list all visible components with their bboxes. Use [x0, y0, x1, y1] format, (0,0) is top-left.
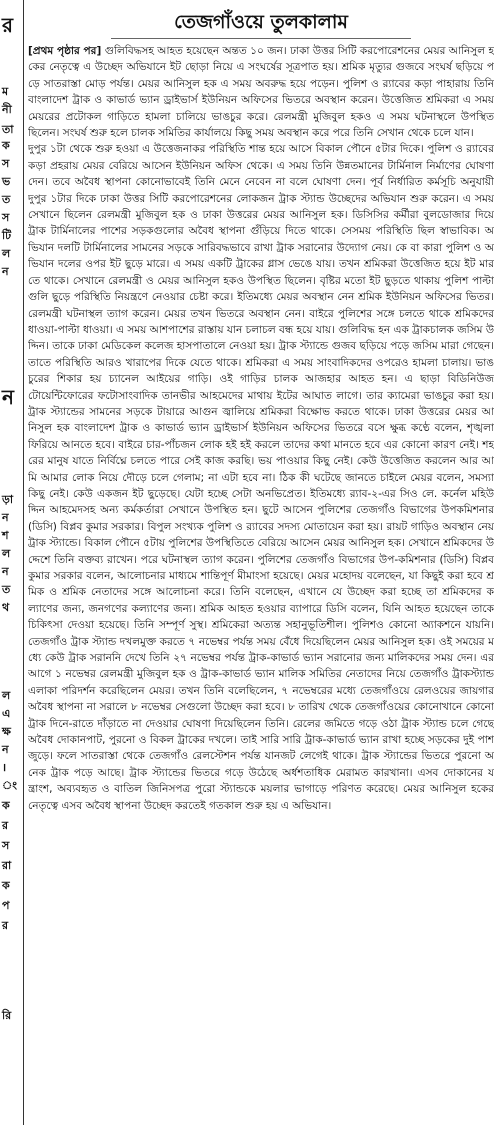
continuation-tag: [প্রথম পৃষ্ঠার পর]: [28, 45, 102, 57]
adjacent-column-glyph: ল: [2, 689, 11, 702]
adjacent-column-glyph: প: [2, 899, 10, 912]
adjacent-column-glyph: ।: [2, 761, 7, 774]
paragraph-text: দুপুর ১টা থেকে শুরু হওয়া এ উত্তেজনাকর পরিস্থিতি শান্ত হয়ে আসে বিকাল পৌনে ৫টার দিকে। পুলিশ ও র‌্যাবের কড়া প্রহরায় মেয়র বেরিয়ে আসেন ইউনিয়ন অফিস থেকে। এ সময় তিনি উন্নতমানের টার্মিনাল নির্মাণের ঘোষণা দেন। তবে অবৈধ স্থাপনা কোনোভাবেই তিনি মেনে নেবেন না বলে ঘোষণা দেন। পূর্ব নির্ধারিত কর্মসূচি অনুযায়ী দুপুর ১টার দিকে ঢাকা উত্তর সিটি করপোরেশনের লোকজন ট্রাক স্ট্যান্ড উচ্ছেদের অভিযান শুরু করেন। এ সময় সেখানে ছিলেন রেলমন্ত্রী মুজিবুল হক ও ঢাকা উত্তরের মেয়র আনিসুল হক। ডিসিসির কর্মীরা বুলডোজার দিয়ে ট্রাক টার্মিনালের পাশের সড়কগুলোর অবৈধ স্থাপনা গুঁড়িয়ে দিতে থাকে। সেসময় পরিস্থিতি ছিল স্বাভাবিক। অভিযান দলটি টার্মিনালের সামনের সড়কে সারিবদ্ধভাবে রাখা ট্রাক সরানোর উদ্যোগ নেয়। কে বা কারা পুলিশ ও অভিযান দলের ওপর ইট ছুড়ে মারে। এ সময় একটি ট্রাকের গ্লাস ভেঙে যায়। তখন শ্রমিকরা উত্তেজিত হয়ে ইট মারতে থাকে। সেখানে রেলমন্ত্রী ও মেয়র আনিসুল হকও উপস্থিত ছিলেন। বৃষ্টির মতো ইট ছুড়তে থাকায় পুলিশ পাল্টা গুলি ছুড়ে পরিস্থিতি নিয়ন্ত্রণে নেওয়ার চেষ্টা করে। ইতিমধ্যে মেয়র অবস্থান নেন শ্রমিক ইউনিয়ন অফিসের ভিতর। রেলমন্ত্রী ঘটনাস্থল ত্যাগ করেন। মেয়র তখন ভিতরে অবস্থান নেন। বাইরে পুলিশের সঙ্গে চলতে থাকে শ্রমিকদের ধাওয়া-পাল্টা ধাওয়া। এ সময় আশপাশের রাস্তায় যান চলাচল বন্ধ হয়ে যায়। গুলিবিদ্ধ হন এক ট্রাকচালক জসিম উদ্দিন। তাকে ঢাকা মেডিকেল কলেজ হাসপাতালে নেওয়া হয়। ট্রাক স্ট্যান্ডে গুজব ছড়িয়ে পড়ে জসিম মারা গেছেন। তাতে পরিস্থিতি আরও খারাপের দিকে যেতে থাকে। শ্রমিকরা এ সময় সাংবাদিকদের ওপরেও হামলা চালায়। ভাঙচুরের শিকার হয় চ্যানেল আইয়ের গাড়ি। ওই গাড়ির চালক আজহার আহত হন। এ ছাড়া বিডিনিউজ টোয়েন্টিফোরের ফটোসাংবাদিক তানভীর আহমেদের মাথায় ইটের আঘাত লাগে। তার ক্যামেরা ভাঙচুর করা হয়। ট্রাক স্ট্যান্ডের সামনের সড়কে টায়ারে আগুন জ্বালিয়ে শ্রমিকরা বিক্ষোভ করতে থাকে। ঢাকা উত্তরের মেয়র আনিসুল হক বাংলাদেশ ট্রাক ও কাভার্ড ভ্যান ড্রাইভার্স ইউনিয়ন অফিসের ভিতরে বসে ক্ষুব্ধ কণ্ঠে বলেন, শৃঙ্খলা ফিরিয়ে আনতে হবে। বাইরে চার-পাঁচজন লোক হই হই করলে তাদের কথা মানতে হবে এর কোনো কারণ নেই। শহরের মানুষ যাতে নির্বিঘ্নে চলতে পারে সেই কাজ করছি। ভয় পাওয়ার কিছু নেই। কেউ উত্তেজিত করলেন আর আমি আমার লোক নিয়ে দৌড়ে চলে গেলাম; না এটা হবে না। ঠিক কী ঘটেছে জানতে চাইলে মেয়র বলেন, সমস্যা কিছু নেই। কেউ একজন ইট ছুড়েছে। যেটা হচ্ছে সেটা অনভিপ্রেত। ইতিমধ্যে র‌্যাব-২-এর সিও লে. কর্নেল মহিউদ্দিন আহমেদসহ অন্য কর্মকর্তারা সেখানে উপস্থিত হন। ছুটে আসেন পুলিশের তেজগাঁও বিভাগের উপকমিশনার (ডিসি) বিপ্লব কুমার সরকার। বিপুল সংখ্যক পুলিশ ও র‌্যাবের সদস্য মোতায়েন করা হয়। রায়ট গাড়িও অবস্থান নেয় ট্রাক স্ট্যান্ডে। বিকাল পৌনে ৫টায় পুলিশের উপস্থিতিতে বেরিয়ে আসেন মেয়র আনিসুল হক। সেখানে শ্রমিকদের উদ্দেশে তিনি বক্তব্য রাখেন। পরে ঘটনাস্থল ত্যাগ করেন। পুলিশের তেজগাঁও বিভাগের উপ-কমিশনার (ডিসি) বিপ্লব কুমার সরকার বলেন, আলোচনার মাধ্যমে শান্তিপূর্ণ মীমাংসা হয়েছে। মেয়র মহোদয় বলেছেন, যা কিছুই করা হবে শ্রমিক ও শ্রমিক নেতাদের সঙ্গে আলোচনা করে। তিনি বলেছেন, এখানে যে উচ্ছেদ করা হচ্ছে তা শ্রমিকদের কল্যাণের জন্য, জনগণের কল্যাণের জন্য। শ্রমিক আহত হওয়ার ব্যাপারে ডিসি বলেন, যিনি আহত হয়েছেন তাকে চিকিৎসা দেওয়া হয়েছে। তিনি সম্পূর্ণ সুস্থ। শ্রমিকেরা অত্যন্ত সহানুভূতিশীল। পুলিশও কোনো অ্যাকশনে যায়নি। তেজগাঁও ট্রাক স্ট্যান্ড দখলমুক্ত করতে ৭ নভেম্বর পর্যন্ত সময় বেঁধে দিয়েছিলেন মেয়র আনিসুল হক। ওই সময়ের মধ্যে কেউ ট্রাক সরাননি দেখে তিনি ২৭ নভেম্বর পর্যন্ত ট্রাক-কাভার্ড ভ্যান সরানোর জন্য মালিকদের সময় দেন। এর আগে ১ নভেম্বর রেলমন্ত্রী মুজিবুল হক ও ট্রাক-কাভার্ড ভ্যান মালিক সমিতির নেতাদের নিয়ে তেজগাঁও ট্রাকস্ট্যান্ড এলাকা পরিদর্শন করেছিলেন মেয়র। তখন তিনি বলেছিলেন, ৭ নভেম্বরের মধ্যে তেজগাঁওয়ে রেলওয়ের জায়গার অবৈধ স্থাপনা না সরালে ৮ নভেম্বর সেগুলো উচ্ছেদ করা হবে। ৮ তারিখ থেকে তেজগাঁওয়ের কোনোখানে কোনো ট্রাক দিনে-রাতে দাঁড়াতে না দেওয়ার ঘোষণা দিয়েছিলেন তিনি। রেলের জমিতে গড়ে ওঠা ট্রাক স্ট্যান্ড চলে গেছে অবৈধ দোকানপাট, পুরনো ও বিকল ট্রাকের দখলে। তাই সারি সারি ট্রাক-কাভার্ড ভ্যান রাখা হচ্ছে সড়কের দুই পাশ জুড়ে। ফলে সাতরাস্তা থেকে তেজগাঁও রেলস্টেশন পর্যন্ত যানজট লেগেই থাকে। ট্রাক স্ট্যান্ডের ভিতরে পুরনো অনেক ট্রাক পড়ে আছে। ট্রাক স্ট্যান্ডের ভিতরে গড়ে উঠেছে অর্ধশতাধিক মেরামত কারখানা। এসব দোকানের যন্ত্রাংশ, অব্যবহৃত ও বাতিল জিনিসপত্র পুরো স্ট্যান্ডকে ময়লার ভাগাড়ে পরিণত করেছে। মেয়র আনিসুল হকের নেতৃত্বে এসব অবৈধ স্থাপনা উচ্ছেদ করতেই গতকাল শুরু হয় এ অভিযান।: [28, 143, 494, 812]
article-headline: তেজগাঁওয়ে তুলকালাম: [174, 11, 348, 33]
adjacent-column-glyph: ল: [2, 247, 11, 260]
adjacent-column-glyph: স: [2, 157, 10, 170]
adjacent-column-glyph: ভ: [2, 175, 11, 188]
adjacent-column-glyph: র: [2, 919, 9, 932]
adjacent-column-glyph: শ: [2, 529, 9, 542]
adjacent-column-glyph: ল: [2, 547, 11, 560]
adjacent-column-glyph: ক্ষ: [2, 725, 11, 738]
adjacent-column-glyph: থ: [2, 601, 10, 614]
adjacent-column-glyph: স: [2, 211, 10, 224]
adjacent-column-glyph: ক: [2, 799, 10, 812]
adjacent-column-glyph: র: [2, 13, 14, 37]
adjacent-column-glyph: ক: [2, 139, 10, 152]
adjacent-column-glyph: ন: [2, 511, 9, 524]
adjacent-column-glyph: র: [2, 819, 9, 832]
adjacent-column-glyph: ত: [2, 193, 11, 206]
headline-underline: [111, 38, 411, 39]
adjacent-column-glyph: ন: [2, 743, 9, 756]
adjacent-column-glyph: এ: [2, 707, 11, 720]
adjacent-column-glyph: তা: [2, 123, 14, 136]
adjacent-column-fragment: [0, 0, 22, 1125]
adjacent-column-glyph: স: [2, 839, 10, 852]
article-paragraph-2: [28, 141, 494, 814]
adjacent-column-glyph: ন: [2, 385, 14, 409]
news-article: [28, 0, 494, 1125]
adjacent-column-glyph: ন: [2, 265, 9, 278]
adjacent-column-glyph: ম: [2, 85, 9, 98]
adjacent-column-glyph: ং: [2, 779, 18, 792]
adjacent-column-glyph: রি: [2, 1009, 12, 1022]
adjacent-column-glyph: রা: [2, 859, 12, 872]
adjacent-column-glyph: ন: [2, 565, 9, 578]
adjacent-column-glyph: ক: [2, 879, 10, 892]
paragraph-text: গুলিবিদ্ধসহ আহত হয়েছেন অন্তত ১০ জন। ঢাকা উত্তর সিটি করপোরেশনের মেয়র আনিসুল হকের নেতৃত্বে এ উচ্ছেদ অভিযানে ইট ছোড়া নিয়ে এ সংঘর্ষের সূত্রপাত হয়। শ্রমিক মৃত্যুর গুজবে সংঘর্ষ ছড়িয়ে পড়ে সাতরাস্তা মোড় পর্যন্ত। মেয়র আনিসুল হক এ সময় অবরুদ্ধ হয়ে পড়েন। পুলিশ ও র‌্যাবের কড়া পাহারায় তিনি বাংলাদেশ ট্রাক ও কাভার্ড ভ্যান ড্রাইভার্স ইউনিয়ন অফিসের ভিতরে অবস্থান করেন। উত্তেজিত শ্রমিকরা এ সময় মেয়রের প্রটোকল গাড়িতে হামলা চালিয়ে ভাঙচুর করে। রেলমন্ত্রী মুজিবুল হকও এ সময় ঘটনাস্থলে উপস্থিত ছিলেন। সংঘর্ষ শুরু হলে চালক সমিতির কার্যালয়ে কিছু সময় অবস্থান করে পরে তিনি সেখান থেকে চলে যান।: [28, 45, 494, 140]
column-divider: [23, 0, 24, 1125]
adjacent-column-glyph: ত: [2, 583, 11, 596]
adjacent-column-glyph: টি: [2, 229, 12, 242]
adjacent-column-glyph: নী: [2, 103, 12, 116]
article-body: [28, 43, 494, 814]
article-paragraph-1: [28, 43, 494, 141]
adjacent-column-glyph: ড়া: [2, 493, 14, 506]
